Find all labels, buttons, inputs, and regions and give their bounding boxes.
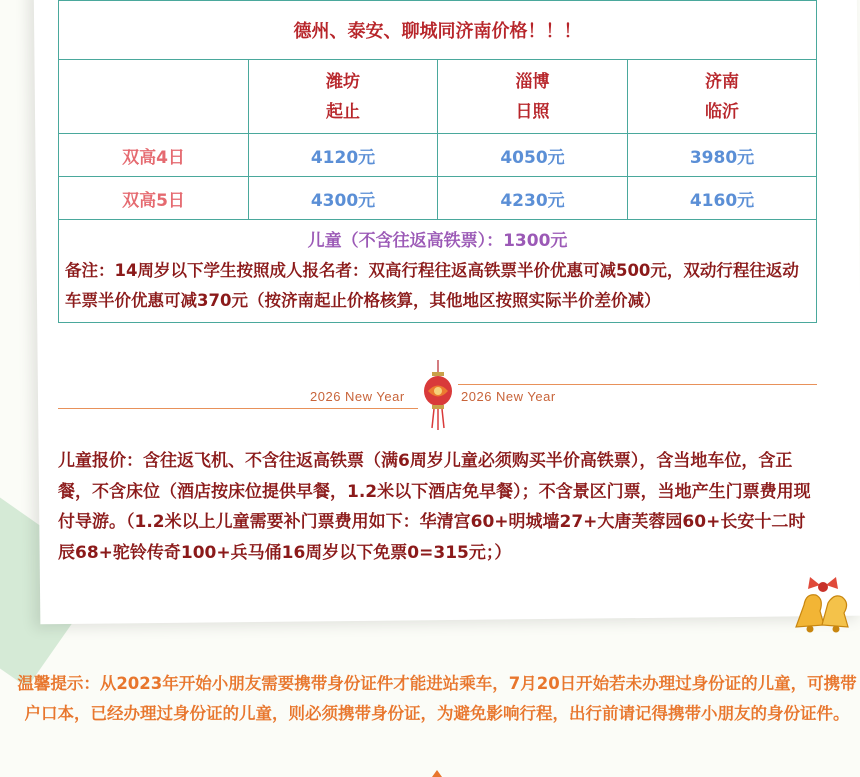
new-year-divider [58, 360, 817, 420]
price-value: 4300元 [249, 177, 438, 219]
lantern-icon [422, 360, 454, 432]
row-label: 双高4日 [59, 134, 249, 176]
child-price-line: 儿童（不含往返高铁票）：1300元 [307, 231, 568, 251]
child-policy-text: 儿童报价：含往返飞机、不含往返高铁票（满6周岁儿童必须购买半价高铁票），含当地车位，含正餐，不含床位（酒店按床位提供早餐，1.2米以下酒店免早餐）；不含景区门票，当地产生门票费用现付导游。（1.2米以上儿童需要补门票费用如下：华清宫60+明城墙27+大唐芙蓉园60+长安十二时辰68+驼铃传奇100+兵马俑16周岁以下免票0=315元；） [58, 451, 811, 563]
divider-line-left [58, 408, 418, 409]
header-city-1: 潍坊 [326, 71, 360, 92]
header-city-2: 起止 [326, 101, 360, 122]
reminder-text: 温馨提示：从2023年开始小朋友需要携带身份证件才能进站乘车，7月20日开始若未办理过身份证的儿童，可携带户口本，已经办理过身份证的儿童，则必须携带身份证，为避免影响行程，出行前请记得携带小朋友的身份证件。 [17, 674, 857, 723]
bottom-arrow-icon [432, 770, 442, 777]
header-cell-weifang [249, 60, 438, 133]
table-row [59, 134, 816, 177]
remark-text: 备注：14周岁以下学生按照成人报名者：双高行程往返高铁票半价优惠可减500元，双动行程往返动车票半价优惠可减370元（按济南起止价格核算，其他地区按照实际半价差价减） [65, 261, 799, 310]
header-cell-jinan [628, 60, 816, 133]
divider-line-right [458, 384, 817, 385]
header-city-2: 日照 [515, 101, 550, 122]
price-table-title: 德州、泰安、聊城同济南价格！！！ [59, 1, 816, 60]
price-value: 4160元 [689, 190, 755, 211]
table-row [59, 177, 816, 220]
divider-text-right: 2026 New Year [461, 389, 556, 404]
header-city-2: 临沂 [705, 101, 739, 122]
price-table [58, 0, 817, 323]
divider-text-left: 2026 New Year [310, 389, 405, 404]
bells-icon [790, 575, 860, 645]
header-cell-zibo [438, 60, 628, 133]
header-city-1: 淄博 [515, 71, 550, 92]
price-value: 3980元 [689, 147, 755, 168]
price-value: 4120元 [249, 134, 438, 176]
price-value: 4230元 [438, 177, 628, 219]
price-value: 4050元 [438, 134, 628, 176]
price-table-header-row [59, 60, 816, 134]
header-city-1: 济南 [705, 71, 739, 92]
header-cell-empty [59, 60, 249, 133]
row-label: 双高5日 [59, 177, 249, 219]
